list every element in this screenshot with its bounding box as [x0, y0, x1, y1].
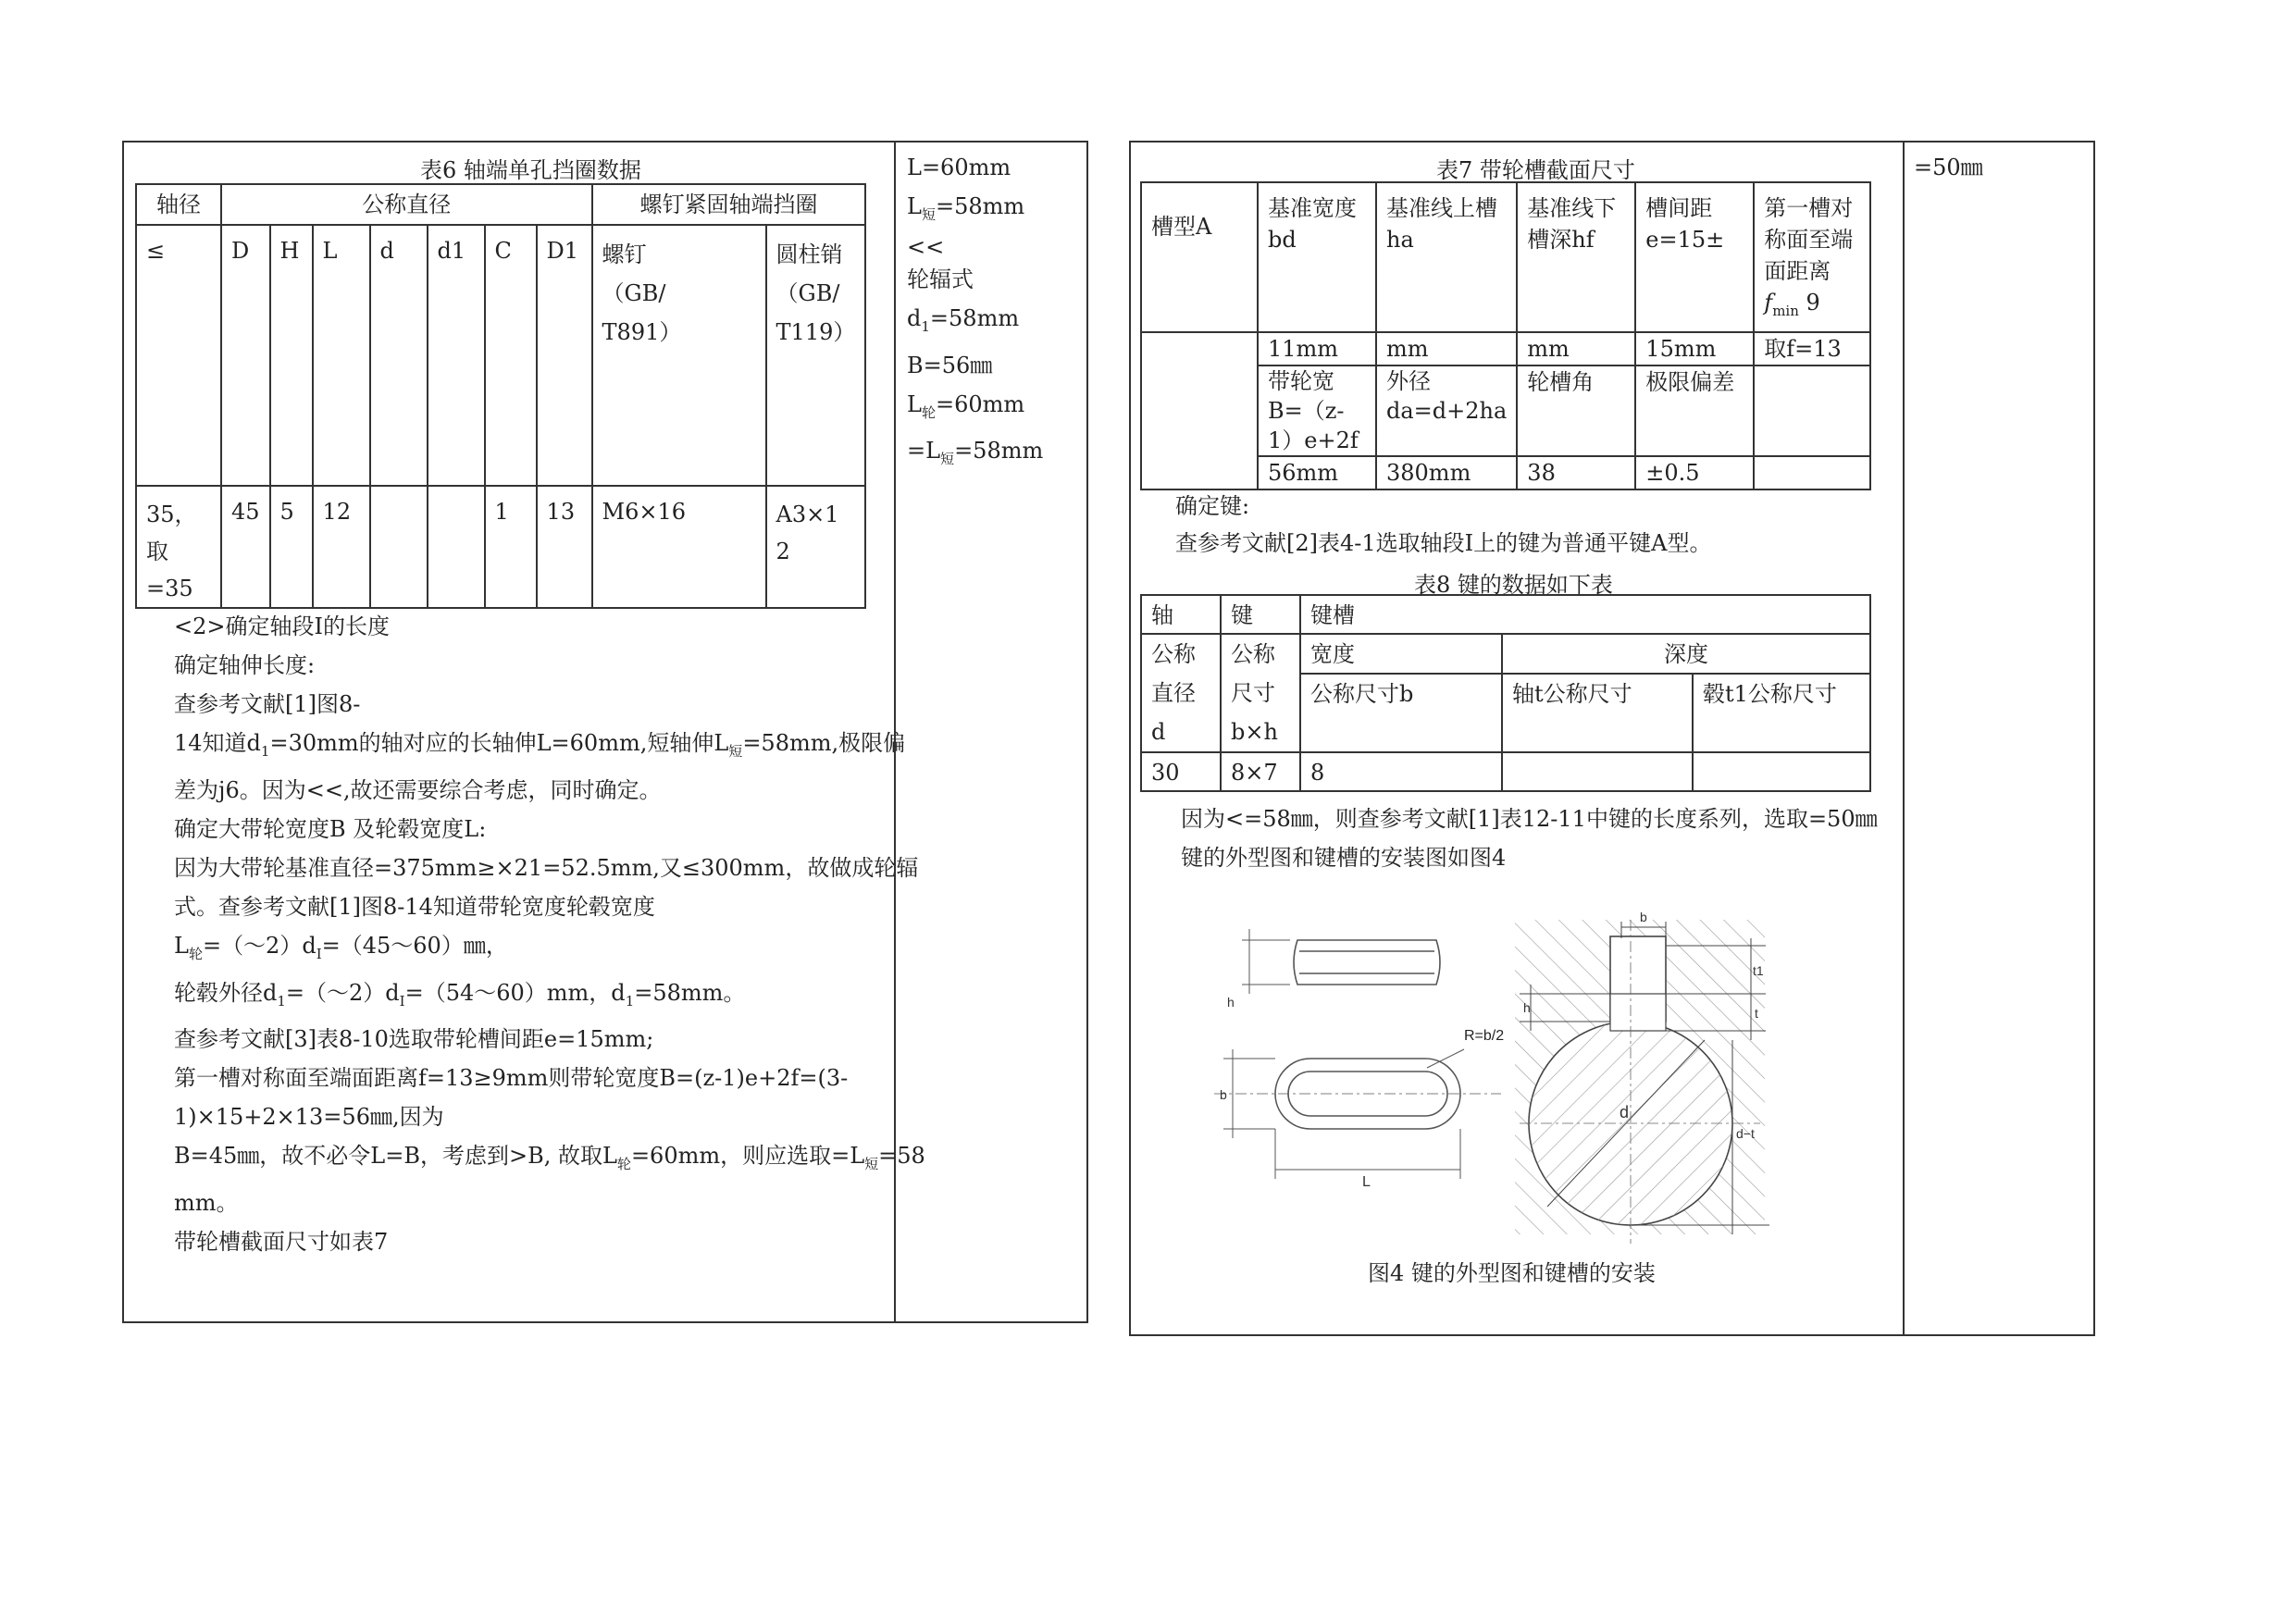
after-line-1: 因为<=58㎜，则查参考文献[1]表12-11中键的长度系列，选取=50㎜ — [1181, 806, 1878, 832]
t8-key-l2: 尺寸 — [1231, 680, 1275, 706]
sub: Ⅰ — [316, 945, 322, 962]
txt: L — [907, 193, 922, 219]
t8-h-slot: 键槽 — [1300, 595, 1870, 634]
sub: 短 — [940, 451, 955, 468]
txt: =L — [907, 438, 941, 465]
fig-label-dt: d−t — [1736, 1126, 1755, 1141]
fig-label-t1: t1 — [1753, 963, 1764, 978]
t7-r2-hf: mm — [1517, 332, 1635, 365]
left-side-notes — [907, 148, 1043, 478]
body-line: 1)×15+2×13=56㎜,因为 — [174, 1104, 444, 1131]
t6-row-pin-l2: 2 — [776, 539, 790, 564]
sub: Ⅰ — [399, 992, 405, 1010]
key-side-view — [1242, 929, 1440, 994]
figure4-drawing — [1186, 901, 1871, 1308]
t6-col-C: C — [485, 225, 537, 486]
fig-label-t: t — [1755, 1006, 1758, 1021]
txt: =（54～60）mm，d — [404, 979, 626, 1006]
t6-row-pin — [766, 486, 866, 608]
t8-h-t: 轴t公称尺寸 — [1502, 674, 1693, 752]
txt: =58mm — [929, 304, 1020, 331]
fig-label-h2: h — [1523, 1000, 1531, 1015]
body-line: 差为j6。因为<<,故还需要综合考虑，同时确定。 — [174, 776, 662, 803]
body-line — [174, 1136, 925, 1183]
t6-screw-l2: （GB/ — [602, 280, 666, 306]
body-line: 式。查参考文献[1]图8-14知道带轮宽度轮毂宽度 — [174, 893, 655, 920]
right-side-note: =50㎜ — [1914, 155, 1983, 180]
t7-r4-B: 56mm — [1258, 456, 1376, 489]
t6-screw-l3: T891） — [602, 319, 682, 345]
t7-bd: 基准宽度bd — [1258, 182, 1376, 332]
table8-caption: 表8 键的数据如下表 — [1414, 572, 1613, 598]
right-page — [1129, 141, 2095, 1336]
t7-fmin — [1764, 287, 1860, 327]
body-line: 第一槽对称面至端面距离f=13≥9mm则带轮宽度B=(z-1)e+2f=(3- — [174, 1065, 849, 1092]
side-line: 轮辐式 — [907, 266, 974, 292]
t7-r2-ha: mm — [1376, 332, 1517, 365]
t8-h-width: 宽度 — [1300, 634, 1502, 674]
t7-r3-empty — [1141, 365, 1258, 456]
t8-h-depth: 深度 — [1502, 634, 1870, 674]
t8-h-bsize: 公称尺寸b — [1300, 674, 1502, 752]
body-line: 确定轴伸长度: — [174, 652, 316, 678]
t7-r3-da: 外径da=d+2ha — [1376, 365, 1517, 456]
side-line — [907, 299, 1043, 346]
body-line: <2>确定轴段Ⅰ的长度 — [174, 613, 390, 639]
table7-caption: 表7 带轮槽截面尺寸 — [1436, 157, 1635, 183]
fmin-tail: 9 — [1806, 290, 1820, 316]
t7-r2-e: 15mm — [1635, 332, 1754, 365]
t7-r2-bd: 11mm — [1258, 332, 1376, 365]
t6-row-pin-l1: A3×1 — [776, 502, 839, 527]
t7-r3-B: 带轮宽B=（z-1）e+2f — [1258, 365, 1376, 456]
t6-col-d1: d1 — [428, 225, 485, 486]
t7-r3-angle: 轮槽角 — [1517, 365, 1635, 456]
t6-h-shaft: 轴径 — [136, 184, 221, 225]
t7-groove-type: 槽型A — [1141, 182, 1258, 332]
txt: =（～2）d — [285, 979, 400, 1006]
t8-key-nominal — [1221, 634, 1300, 752]
t6-row-shaft — [136, 486, 221, 608]
t6-h-screw-group: 螺钉紧固轴端挡圈 — [592, 184, 866, 225]
t7-r4-blank — [1754, 456, 1870, 489]
body-line: 因为大带轮基准直径=375mm≥×21=52.5mm,又≤300mm，故做成轮辐 — [174, 854, 919, 881]
t8-row-b: 8 — [1300, 752, 1502, 791]
fig-label-rb2: R=b/2 — [1464, 1028, 1505, 1044]
sub: 1 — [260, 742, 270, 760]
t6-row-D: 45 — [221, 486, 270, 608]
right-divider — [1903, 142, 1905, 1334]
t6-row-shaft-l2: =35 — [146, 576, 193, 601]
txt: =（45～60）㎜， — [321, 932, 508, 959]
t8-shaft-l1: 公称 — [1151, 641, 1196, 667]
t6-col-D: D — [221, 225, 270, 486]
after-line-2: 键的外型图和键槽的安装图如图4 — [1181, 845, 1507, 871]
txt: =30mm的轴对应的长轴伸L=60mm,短轴伸L — [269, 730, 729, 756]
key-top-view — [1214, 1049, 1501, 1179]
t6-pin-l2: （GB/ — [776, 280, 840, 306]
txt: =58mm — [954, 438, 1044, 465]
t6-row-H: 5 — [270, 486, 313, 608]
t8-h-t1: 毂t1公称尺寸 — [1693, 674, 1870, 752]
txt: 轮毂外径d — [174, 979, 278, 1006]
keyway-section — [1515, 920, 1769, 1244]
txt: =60mm — [935, 390, 1025, 417]
body-line — [174, 724, 925, 771]
side-line — [907, 187, 1043, 234]
t6-screw-l1: 螺钉 — [602, 242, 647, 267]
sub: 轮 — [188, 945, 203, 962]
side-line: << — [907, 233, 945, 260]
body-line: 确定大带轮宽度B 及轮毂宽度L: — [174, 815, 487, 842]
txt: =60mm，则应选取=L — [630, 1143, 865, 1170]
t6-h-nominal: 公称直径 — [221, 184, 592, 225]
t8-h-key: 键 — [1221, 595, 1300, 634]
txt: =58 — [878, 1143, 925, 1170]
t7-f — [1754, 182, 1870, 332]
t7-r4-empty — [1141, 456, 1258, 489]
left-page — [122, 141, 1088, 1323]
fig4-caption: 图4 键的外型图和键槽的安装 — [1368, 1260, 1656, 1286]
table6-caption: 表6 轴端单孔挡圈数据 — [420, 157, 641, 183]
body-line: 查参考文献[1]图8- — [174, 691, 361, 717]
sub: 1 — [921, 317, 930, 335]
t7-hf: 基准线下槽深hf — [1517, 182, 1635, 332]
t6-col-le: ≤ — [136, 225, 221, 486]
side-line: B=56㎜ — [907, 352, 993, 378]
t6-screw-header — [592, 225, 766, 486]
key-text: 查参考文献[2]表4-1选取轴段Ⅰ上的键为普通平键A型。 — [1175, 530, 1712, 556]
t8-h-shaft: 轴 — [1141, 595, 1221, 634]
t7-r3-blank — [1754, 365, 1870, 456]
txt: =58mm,极限偏 — [742, 730, 906, 756]
t7-r3-tol: 极限偏差 — [1635, 365, 1754, 456]
t6-pin-l3: T119） — [776, 319, 856, 345]
body-line: 查参考文献[3]表8-10选取带轮槽间距e=15mm; — [174, 1026, 654, 1053]
t6-row-L: 12 — [313, 486, 370, 608]
t6-row-D1: 13 — [537, 486, 592, 608]
sub: 短 — [921, 205, 936, 223]
txt: =（～2）d — [202, 932, 316, 959]
sub: 1 — [277, 992, 286, 1010]
t8-row-t — [1502, 752, 1693, 791]
fig-label-h: h — [1227, 995, 1235, 1010]
fig-label-b2: b — [1640, 910, 1647, 924]
body-line — [174, 926, 925, 973]
table7 — [1140, 181, 1871, 490]
t7-ha: 基准线上槽ha — [1376, 182, 1517, 332]
t6-col-H: H — [270, 225, 313, 486]
sub: 1 — [625, 992, 635, 1010]
t6-row-screw: M6×16 — [592, 486, 766, 608]
t6-col-L: L — [313, 225, 370, 486]
sub: 轮 — [921, 403, 936, 421]
t6-row-d1 — [428, 486, 485, 608]
t7-r2-f: 取f=13 — [1754, 332, 1870, 365]
t7-r4-tol: ±0.5 — [1635, 456, 1754, 489]
t8-shaft-l3: d — [1151, 719, 1166, 745]
side-line — [907, 431, 1043, 478]
sub: 轮 — [616, 1156, 631, 1173]
fig-label-b: b — [1220, 1087, 1227, 1102]
txt: L — [907, 390, 922, 417]
t6-row-shaft-l1: 35，取 — [146, 502, 197, 564]
txt: =58mm。 — [634, 979, 746, 1006]
fmin-f: f — [1764, 290, 1773, 316]
t8-shaft-nominal — [1141, 634, 1221, 752]
fmin-sub: min — [1772, 302, 1799, 319]
t7-r4-angle: 38 — [1517, 456, 1635, 489]
side-line: L=60mm — [907, 155, 1011, 180]
left-body — [174, 607, 925, 1261]
table8 — [1140, 594, 1871, 792]
t6-col-d: d — [370, 225, 428, 486]
t6-col-D1: D1 — [537, 225, 592, 486]
t6-pin-l1: 圆柱销 — [776, 242, 843, 267]
sub: 短 — [728, 742, 743, 760]
body-line: mm。 — [174, 1190, 239, 1217]
body-line: 带轮槽截面尺寸如表7 — [174, 1229, 389, 1256]
t6-row-d — [370, 486, 428, 608]
txt: 14知道d — [174, 730, 261, 756]
fig-label-L: L — [1362, 1174, 1371, 1190]
t7-r2-empty — [1141, 332, 1258, 365]
t6-row-C: 1 — [485, 486, 537, 608]
side-line — [907, 385, 1043, 432]
t8-row-bh: 8×7 — [1221, 752, 1300, 791]
txt: =58mm — [935, 193, 1025, 219]
t8-row-t1 — [1693, 752, 1870, 791]
body-line — [174, 973, 925, 1021]
txt: B=45㎜，故不必令L=B，考虑到>B, 故取L — [174, 1143, 617, 1170]
sub: 短 — [864, 1156, 879, 1173]
table6 — [135, 183, 866, 609]
t8-row-d: 30 — [1141, 752, 1221, 791]
fig-label-d: d — [1620, 1103, 1630, 1121]
t7-e: 槽间距e=15± — [1635, 182, 1754, 332]
t6-pin-header — [766, 225, 866, 486]
t7-r4-da: 380mm — [1376, 456, 1517, 489]
txt: d — [907, 304, 922, 331]
txt: L — [174, 932, 189, 959]
t8-key-l3: b×h — [1231, 719, 1278, 745]
t8-key-l1: 公称 — [1231, 641, 1275, 667]
key-title: 确定键: — [1175, 493, 1250, 519]
t7-f-text: 第一槽对称面至端面距离 — [1764, 195, 1854, 284]
t8-shaft-l2: 直径 — [1151, 680, 1196, 706]
